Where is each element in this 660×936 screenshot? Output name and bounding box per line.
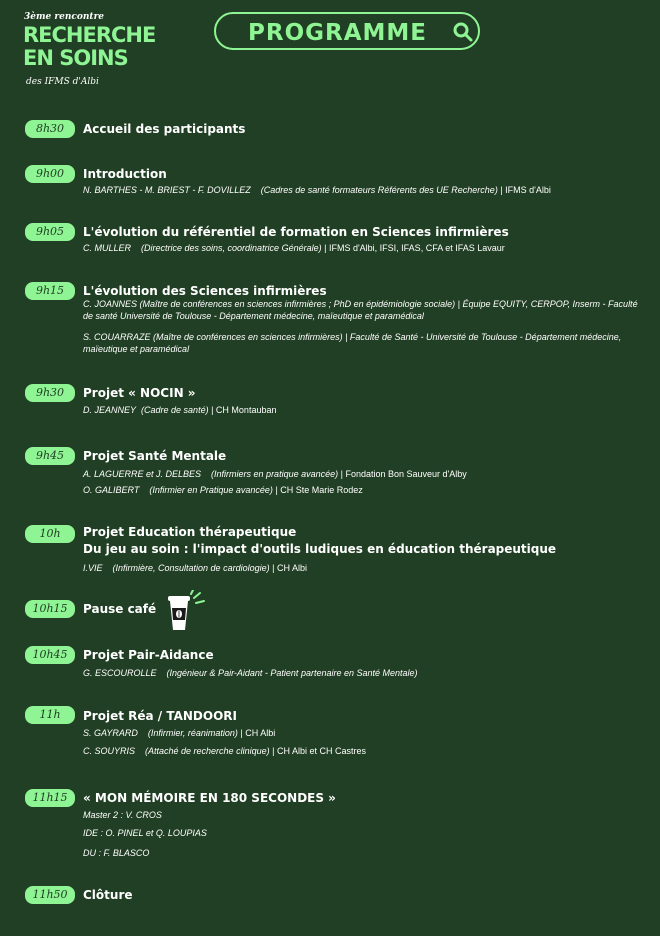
programme-label: PROGRAMME: [248, 20, 427, 46]
speaker-names: O. GALIBERT: [83, 485, 140, 495]
session-title: Projet « NOCIN »: [83, 386, 196, 400]
session-title: L'évolution des Sciences infirmières: [83, 284, 327, 298]
speaker-line: [83, 562, 307, 574]
speaker-org: | Fondation Bon Sauveur d'Alby: [340, 469, 467, 479]
speaker-role: (Infirmier, réanimation): [147, 728, 238, 738]
session-title: Introduction: [83, 167, 167, 181]
speaker-org: | CH Albi: [240, 728, 276, 738]
time-badge: 9h05: [25, 223, 75, 241]
session-title: Projet Pair-Aidance: [83, 648, 214, 662]
speaker-text: Master 2 : V. CROS: [83, 810, 162, 820]
event-title-line1: RECHERCHE: [23, 23, 156, 47]
time-badge: 9h45: [25, 447, 75, 465]
session-title: « MON MÉMOIRE EN 180 SECONDES »: [83, 791, 336, 805]
speaker-role: (Infirmiers en pratique avancée): [211, 469, 339, 479]
time-badge: 9h30: [25, 384, 75, 402]
speaker-line: [83, 298, 648, 322]
speaker-org: | CH Ste Marie Rodez: [275, 485, 363, 495]
speaker-names: D. JEANNEY: [83, 405, 137, 415]
session-title: Accueil des participants: [83, 122, 246, 136]
time-badge: 10h15: [25, 600, 75, 618]
speaker-role: (Cadre de santé): [141, 405, 209, 415]
session-title: Projet Réa / TANDOORI: [83, 709, 237, 723]
speaker-role: (Infirmier en Pratique avancée): [149, 485, 273, 495]
speaker-line: [83, 827, 207, 839]
speaker-names: I.VIE: [83, 563, 103, 573]
speaker-names: G. ESCOUROLLE: [83, 668, 157, 678]
speaker-text: C. JOANNES (Maître de conférences en sciences infirmières ; PhD en épidémiologie sociale) | Équipe EQUITY, CERPOP, Inserm - Faculté de santé Université de Toulouse - Département médecine, maïeutique et paramédical: [83, 299, 638, 321]
speaker-org: | IFMS d'Albi, IFSI, IFAS, CFA et IFAS Lavaur: [324, 243, 505, 253]
time-badge: 11h50: [25, 886, 75, 904]
time-badge: 9h15: [25, 282, 75, 300]
speaker-line: [83, 331, 648, 355]
session-title: Clôture: [83, 888, 133, 902]
speaker-line: [83, 242, 505, 254]
speaker-role: (Ingénieur & Pair-Aidant - Patient partenaire en Santé Mentale): [166, 668, 418, 678]
speaker-names: N. BARTHES - M. BRIEST - F. DOVILLEZ: [83, 185, 251, 195]
speaker-names: C. MULLER: [83, 243, 132, 253]
speaker-names: S. GAYRARD: [83, 728, 138, 738]
speaker-role: (Attaché de recherche clinique): [145, 746, 270, 756]
speaker-line: [83, 468, 467, 480]
speaker-line: [83, 184, 551, 196]
session-title: Pause café: [83, 602, 157, 616]
coffee-cup-icon: [162, 590, 212, 632]
time-badge: 9h00: [25, 165, 75, 183]
time-badge: 10h45: [25, 646, 75, 664]
event-kicker: 3ème rencontre: [24, 12, 105, 22]
speaker-role: (Infirmière, Consultation de cardiologie): [112, 563, 270, 573]
session-title: Projet Education thérapeutique: [83, 525, 297, 539]
speaker-role: (Directrice des soins, coordinatrice Générale): [141, 243, 322, 253]
session-subtitle: Du jeu au soin : l'impact d'outils ludiques en éducation thérapeutique: [83, 542, 557, 556]
speaker-line: [83, 727, 275, 739]
time-badge: 11h15: [25, 789, 75, 807]
speaker-role: (Cadres de santé formateurs Référents des UE Recherche): [260, 185, 498, 195]
speaker-org: | CH Albi et CH Castres: [272, 746, 366, 756]
speaker-line: [83, 404, 276, 416]
header: [0, 0, 660, 100]
speaker-org: | CH Montauban: [211, 405, 277, 415]
session-title: L'évolution du référentiel de formation en Sciences infirmières: [83, 225, 509, 239]
speaker-org: | IFMS d'Albi: [500, 185, 551, 195]
programme-pill: [214, 12, 480, 50]
speaker-text: IDE : O. PINEL et Q. LOUPIAS: [83, 828, 207, 838]
time-badge: 11h: [25, 706, 75, 724]
speaker-line: [83, 745, 366, 757]
speaker-line: [83, 667, 418, 679]
speaker-text: S. COUARRAZE (Maître de conférences en sciences infirmières) | Faculté de Santé - Université de Toulouse - Département médecine, maïeutique et paramédical: [83, 332, 622, 354]
speaker-names: C. SOUYRIS: [83, 746, 136, 756]
time-badge: 10h: [25, 525, 75, 543]
session-title: Projet Santé Mentale: [83, 449, 227, 463]
speaker-text: DU : F. BLASCO: [83, 848, 150, 858]
event-title-line2: EN SOINS: [23, 46, 128, 70]
speaker-line: [83, 484, 363, 496]
search-icon: [452, 21, 474, 43]
speaker-org: | CH Albi: [272, 563, 307, 573]
speaker-names: A. LAGUERRE et J. DELBES: [83, 469, 202, 479]
time-badge: 8h30: [25, 120, 75, 138]
speaker-line: [83, 809, 162, 821]
event-subtitle: des IFMS d'Albi: [26, 77, 99, 87]
speaker-line: [83, 847, 149, 859]
